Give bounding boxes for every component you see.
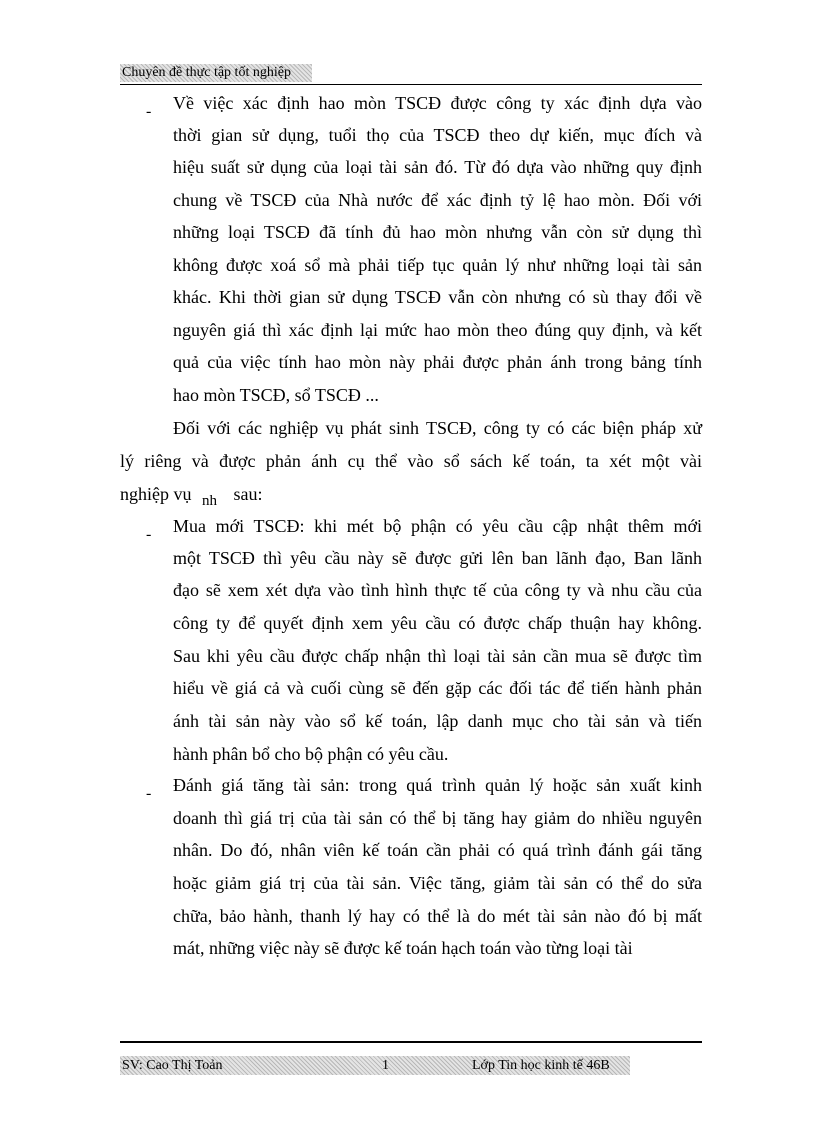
text-line: khác. Khi thời gian sử dụng TSCĐ vẫn còn nhưng có sù thay đổi về (173, 287, 702, 307)
footer-divider (120, 1041, 702, 1043)
bullet-marker: - (146, 785, 152, 802)
text-line: ánh tài sản này vào sổ kế toán, lập danh mục cho tài sản và tiến (173, 711, 702, 731)
bullet-marker: - (146, 103, 152, 120)
bullet-marker: - (146, 526, 152, 543)
text-line: mát, những việc này sẽ được kế toán hạch toán vào từng loại tài (173, 938, 633, 958)
footer-student: SV: Cao Thị Toản (122, 1058, 223, 1073)
text-line: Đối với các nghiệp vụ phát sinh TSCĐ, công ty có các biện pháp xử (173, 418, 702, 438)
text-line: một TSCĐ thì yêu cầu này sẽ được gửi lên ban lãnh đạo, Ban lãnh (173, 548, 702, 568)
text-line: Đánh giá tăng tài sản: trong quá trình quản lý hoặc sản xuất kinh (173, 775, 702, 795)
text-line: hiểu về giá cả và cuối cùng sẽ đến gặp các đối tác để tiến hành phản (173, 678, 702, 698)
text-line: thời gian sử dụng, tuổi thọ của TSCĐ theo dự kiến, mục đích và (173, 125, 702, 145)
text-line: quả của việc tính hao mòn này phải được phản ánh trong bảng tính (173, 352, 702, 372)
text-line: đạo sẽ xem xét dựa vào tình hình thực tế của công ty và nhu cầu của (173, 580, 702, 600)
text-line: doanh thì giá trị của tài sản có thể bị tăng hay giảm do nhiều nguyên (173, 808, 702, 828)
footer-page-number: 1 (382, 1058, 389, 1073)
text-line: chung về TSCĐ của Nhà nước để xác định tỷ lệ hao mòn. Đối với (173, 190, 702, 210)
text-line: nhân. Do đó, nhân viên kế toán cần phải có quá trình đánh gái tăng (173, 840, 702, 860)
text-line: Sau khi yêu cầu được chấp nhận thì loại tài sản cần mua sẽ được tìm (173, 646, 702, 666)
footer-class: Lớp Tin học kinh tế 46B (472, 1058, 610, 1073)
text-line: chữa, bảo hành, thanh lý hay có thể là do mét tài sản nào đó bị mất (173, 906, 702, 926)
text-line: hao mòn TSCĐ, sổ TSCĐ ... (173, 385, 379, 405)
page-footer (120, 1056, 630, 1075)
text-line: không được xoá sổ mà phải tiếp tục quản lý như những loại tài sản (173, 255, 702, 275)
text-line: hiệu suất sử dụng của loại tài sản đó. Từ đó dựa vào những quy định (173, 157, 702, 177)
text-line: Mua mới TSCĐ: khi mét bộ phận có yêu cầu cập nhật thêm mới (173, 516, 702, 536)
header-divider (120, 84, 702, 85)
text-line: Về việc xác định hao mòn TSCĐ được công ty xác định dựa vào (173, 93, 702, 113)
text-fragment: sau: (233, 484, 263, 504)
text-line (120, 481, 263, 507)
text-line: hành phân bổ cho bộ phận có yêu cầu. (173, 744, 449, 764)
text-line: hoặc giảm giá trị của tài sản. Việc tăng, giảm tài sản có thể do sửa (173, 873, 702, 893)
text-fragment: nghiệp vụ (120, 484, 192, 504)
text-line: những loại TSCĐ đã tính đủ hao mòn nhưng vẫn còn sử dụng thì (173, 222, 702, 242)
text-line: công ty để quyết định xem yêu cầu có được chấp thuận hay không. (173, 613, 702, 633)
text-line: nguyên giá thì xác định lại mức hao mòn theo đúng quy định, và kết (173, 320, 702, 340)
page-header: Chuyên đề thực tập tốt nghiệp (120, 64, 312, 82)
subscript-fragment: nh (202, 493, 217, 509)
text-line: lý riêng và được phản ánh cụ thể vào sổ sách kế toán, ta xét một vài (120, 451, 702, 471)
